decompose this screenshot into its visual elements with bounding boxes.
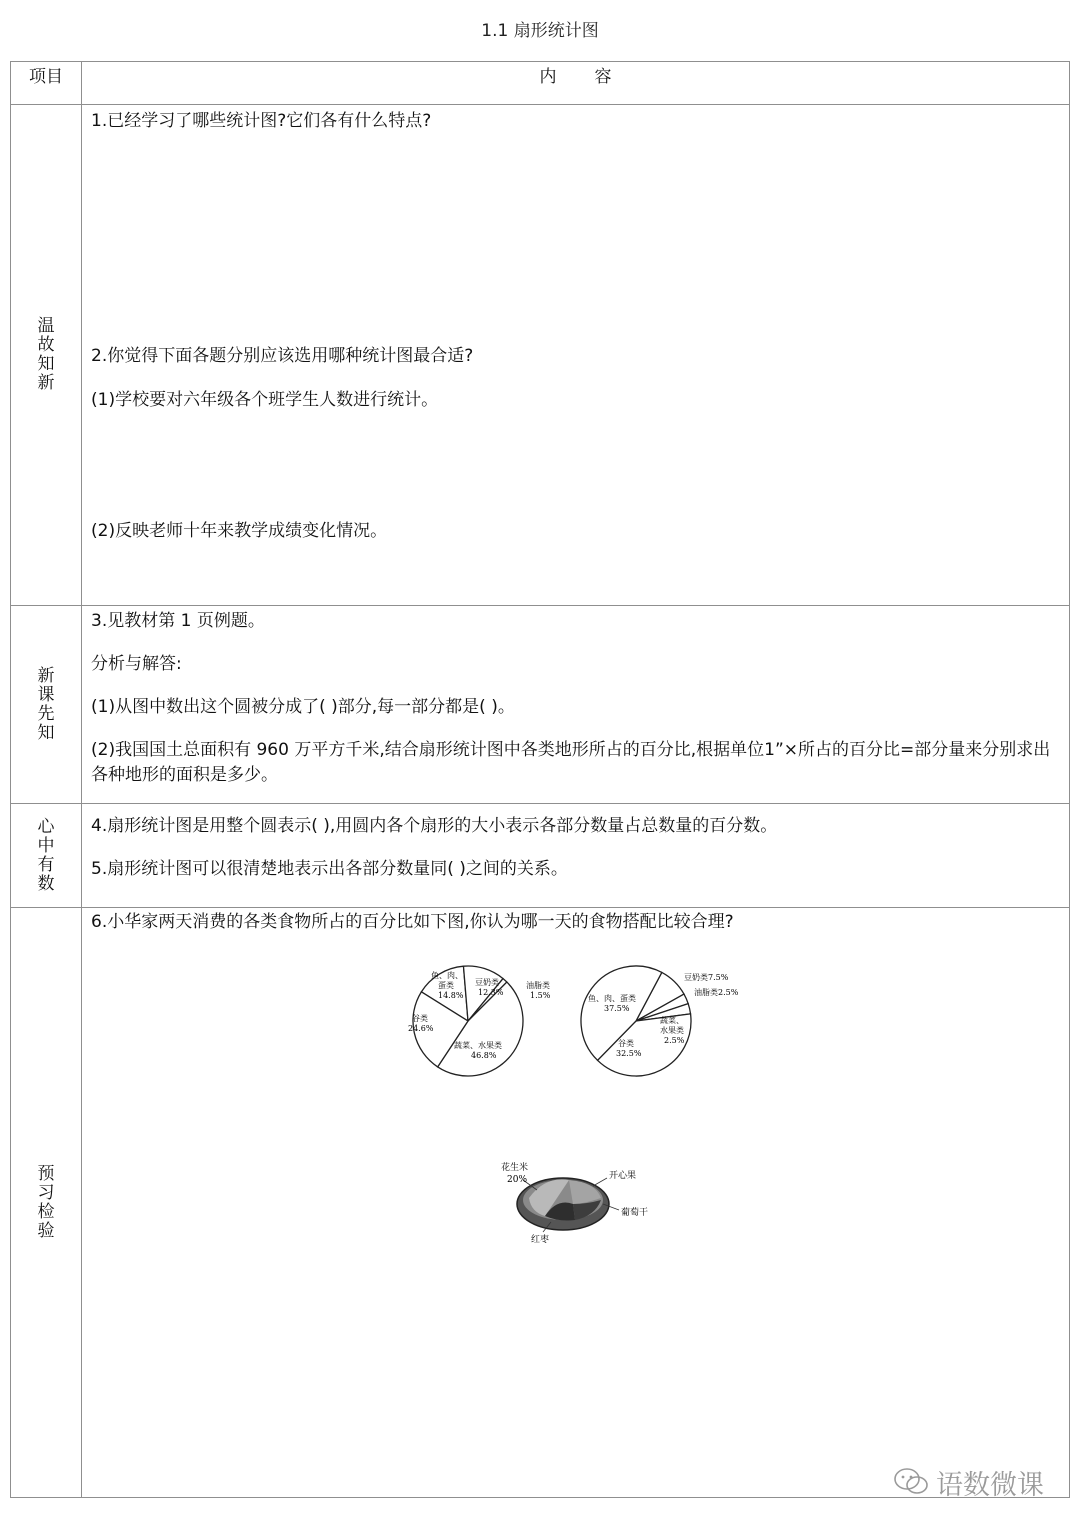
pie2-label-oil: 油脂类2.5% xyxy=(694,988,739,997)
question-2: 2.你觉得下面各题分别应该选用哪种统计图最合适? xyxy=(91,346,474,366)
pie2-label-grain-2: 32.5% xyxy=(616,1049,642,1058)
header-item: 项目 xyxy=(11,62,82,105)
section-warm xyxy=(11,105,1070,606)
pie2-label-veg-3: 2.5% xyxy=(664,1036,685,1045)
pie1-label-grain-1: 谷类 xyxy=(412,1014,428,1023)
pie1-label-grain-2: 24.6% xyxy=(408,1024,434,1033)
pie2-label-meat-2: 37.5% xyxy=(604,1004,630,1013)
pie2-label-grain-1: 谷类 xyxy=(618,1039,634,1048)
analysis-heading: 分析与解答: xyxy=(91,654,182,674)
pie2-label-veg-2: 水果类 xyxy=(660,1026,684,1035)
question-6: 6.小华家两天消费的各类食物所占的百分比如下图,你认为哪一天的食物搭配比较合理? xyxy=(91,912,734,932)
pie1-slices xyxy=(413,966,523,1076)
question-4: 4.扇形统计图是用整个圆表示( ),用圆内各个扇形的大小表示各部分数量占总数量的百分数。 xyxy=(91,816,778,836)
question-3-part1: (1)从图中数出这个圆被分成了( )部分,每一部分都是( )。 xyxy=(91,697,515,717)
pie2-label-veg-1: 蔬菜、 xyxy=(660,1016,684,1025)
question-3-part2: (2)我国国土总面积有 960 万平方千米,结合扇形统计图中各类地形所占的百分比,根据单位1”×所占的百分比=部分量来分别求出各种地形的面积是多少。 xyxy=(91,740,1051,785)
snack-plate-figure xyxy=(495,1158,665,1248)
pie2-label-meat-1: 鱼、肉、蛋类 xyxy=(588,994,636,1003)
pie1-label-dairy-1: 豆奶类 xyxy=(475,978,499,987)
pie-chart-day1 xyxy=(400,955,560,1095)
section-label-new: 新课先知 xyxy=(37,665,55,743)
page-title: 1.1 扇形统计图 xyxy=(481,21,599,41)
plate-label-peanut: 花生米 xyxy=(501,1163,529,1173)
question-2b: (2)反映老师十年来教学成绩变化情况。 xyxy=(91,521,388,541)
pie1-label-meat-1: 鱼、肉、 xyxy=(431,971,463,980)
watermark-text: 语数微课 xyxy=(936,1470,1044,1501)
wechat-logo-icon xyxy=(893,1466,931,1496)
pistachio-leader-line xyxy=(593,1178,607,1186)
question-1: 1.已经学习了哪些统计图?它们各有什么特点? xyxy=(91,111,432,131)
pie1-label-veg-2: 46.8% xyxy=(471,1051,497,1060)
plate-label-pistachio: 开心果 xyxy=(609,1171,637,1181)
pie1-label-veg-1: 蔬菜、水果类 xyxy=(454,1041,502,1050)
plate-label-raisin: 葡萄干 xyxy=(621,1208,649,1218)
pie1-label-dairy-2: 12.3% xyxy=(478,988,504,997)
pie-chart-day2 xyxy=(568,955,748,1095)
plate-label-jujube: 红枣 xyxy=(531,1235,550,1245)
table-header-row xyxy=(11,62,1070,105)
section-label-warm: 温故知新 xyxy=(37,316,55,393)
study-table xyxy=(10,61,1070,1498)
plate-label-peanut-pct: 20% xyxy=(507,1175,528,1185)
question-5: 5.扇形统计图可以很清楚地表示出各部分数量同( )之间的关系。 xyxy=(91,859,568,879)
question-3: 3.见教材第 1 页例题。 xyxy=(91,611,265,631)
pie1-label-oil-1: 油脂类 xyxy=(526,981,550,990)
pie2-label-dairy: 豆奶类7.5% xyxy=(684,973,729,982)
section-new xyxy=(11,606,1070,804)
section-label-mind: 心中有数 xyxy=(37,816,55,894)
pie1-label-oil-2: 1.5% xyxy=(530,991,551,1000)
question-2a: (1)学校要对六年级各个班学生人数进行统计。 xyxy=(91,390,439,410)
pie1-label-meat-3: 14.8% xyxy=(438,991,464,1000)
section-mind xyxy=(11,804,1070,908)
header-content: 内容 xyxy=(82,62,1070,105)
section-label-preview: 预习检验 xyxy=(37,1163,55,1241)
pie1-label-meat-2: 蛋类 xyxy=(438,981,454,990)
